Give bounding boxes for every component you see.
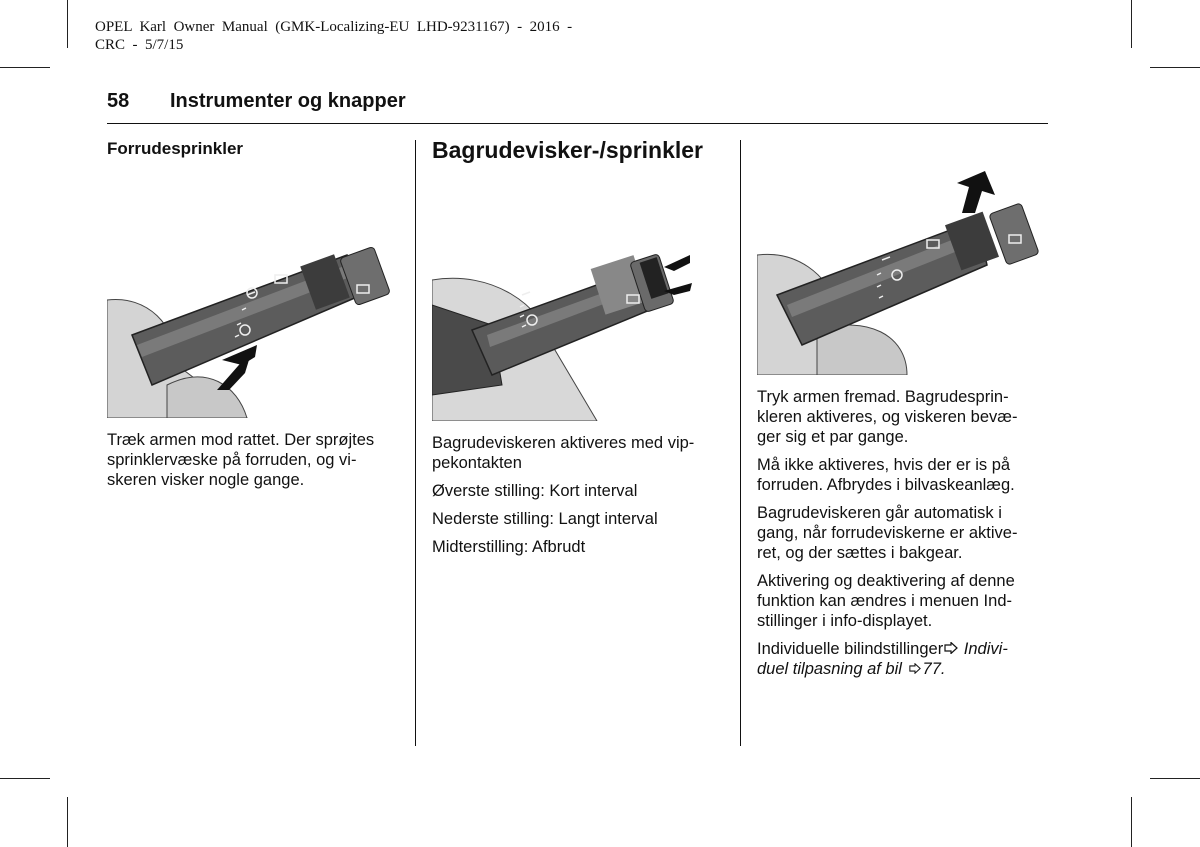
- text-line: Aktivering og deaktivering af denne: [757, 572, 1015, 590]
- col2-paragraph-4: Midterstilling: Afbrudt: [432, 538, 586, 556]
- col3-paragraph-2: [757, 455, 1017, 495]
- rear-wiper-push-illustration: [757, 165, 1040, 375]
- text-line: forruden. Afbrydes i bilvaskeanlæg.: [757, 476, 1015, 494]
- cross-reference-title[interactable]: duel tilpasning af bil: [757, 660, 902, 678]
- text-line: Træk armen mod rattet. Der sprøjtes: [107, 431, 375, 449]
- wiper-stalk-pull-illustration: [107, 245, 400, 418]
- col1-body: [107, 430, 374, 490]
- crop-mark: [1150, 67, 1200, 68]
- column-divider: [740, 140, 741, 746]
- text-line: Må ikke aktiveres, hvis der er is på: [757, 456, 1011, 474]
- col2-paragraph-1: [432, 433, 694, 473]
- text-line: pekontakten: [432, 454, 522, 472]
- text-line: stillinger i info-displayet.: [757, 612, 933, 630]
- text-line: Bagrudeviskeren går automatisk i: [757, 504, 1002, 522]
- crop-mark: [1150, 778, 1200, 779]
- document-meta: [95, 18, 572, 54]
- text-line: kleren aktiveres, og viskeren bevæ-: [757, 408, 1018, 426]
- text-line: gang, når forrudeviskerne er aktive-: [757, 524, 1018, 542]
- text-line: [757, 659, 1017, 679]
- crop-mark: [67, 0, 68, 48]
- crop-mark: [1131, 0, 1132, 48]
- col1-heading: Forrudesprinkler: [107, 139, 244, 158]
- col3-body: [757, 387, 1017, 687]
- crop-mark: [1131, 797, 1132, 847]
- cross-reference-title[interactable]: Indivi-: [963, 640, 1008, 658]
- crop-mark: [67, 797, 68, 847]
- meta-line-2: CRC - 5/7/15: [95, 37, 184, 53]
- text-line: ret, og der sættes i bakgear.: [757, 544, 963, 562]
- text-line: funktion kan ændres i menuen Ind-: [757, 592, 1012, 610]
- meta-line-1: OPEL Karl Owner Manual (GMK-Localizing-EU LHD-9231167) - 2016 -: [95, 19, 573, 35]
- rear-wiper-rocker-illustration: [432, 245, 725, 421]
- col2-paragraph-2: Øverste stilling: Kort interval: [432, 482, 638, 500]
- crop-mark: [0, 67, 50, 68]
- col2-heading: Bagrudevisker-/sprinkler: [432, 137, 704, 163]
- col2-body: [432, 433, 694, 565]
- col3-paragraph-4: [757, 571, 1017, 631]
- page-number: 58: [107, 90, 130, 112]
- ref-arrow-icon: [907, 659, 923, 679]
- ref-arrow-icon: [943, 639, 959, 659]
- col3-paragraph-3: [757, 503, 1017, 563]
- text-line: Tryk armen fremad. Bagrudesprin-: [757, 388, 1009, 406]
- page-header: [107, 90, 406, 113]
- text-line: ger sig et par gange.: [757, 428, 909, 446]
- page-reference[interactable]: 77.: [922, 660, 946, 678]
- column-divider: [415, 140, 416, 746]
- col3-paragraph-1: [757, 387, 1017, 447]
- text-fragment: Individuelle bilindstillinger: [757, 640, 944, 658]
- col2-paragraph-3: Nederste stilling: Langt interval: [432, 510, 658, 528]
- text-line: [757, 639, 1017, 659]
- crop-mark: [0, 778, 50, 779]
- col3-paragraph-5: [757, 639, 1017, 679]
- section-title: Instrumenter og knapper: [170, 90, 406, 112]
- text-line: skeren visker nogle gange.: [107, 471, 305, 489]
- text-line: Bagrudeviskeren aktiveres med vip-: [432, 434, 695, 452]
- header-rule: [107, 123, 1048, 124]
- text-line: sprinklervæske på forruden, og vi-: [107, 451, 357, 469]
